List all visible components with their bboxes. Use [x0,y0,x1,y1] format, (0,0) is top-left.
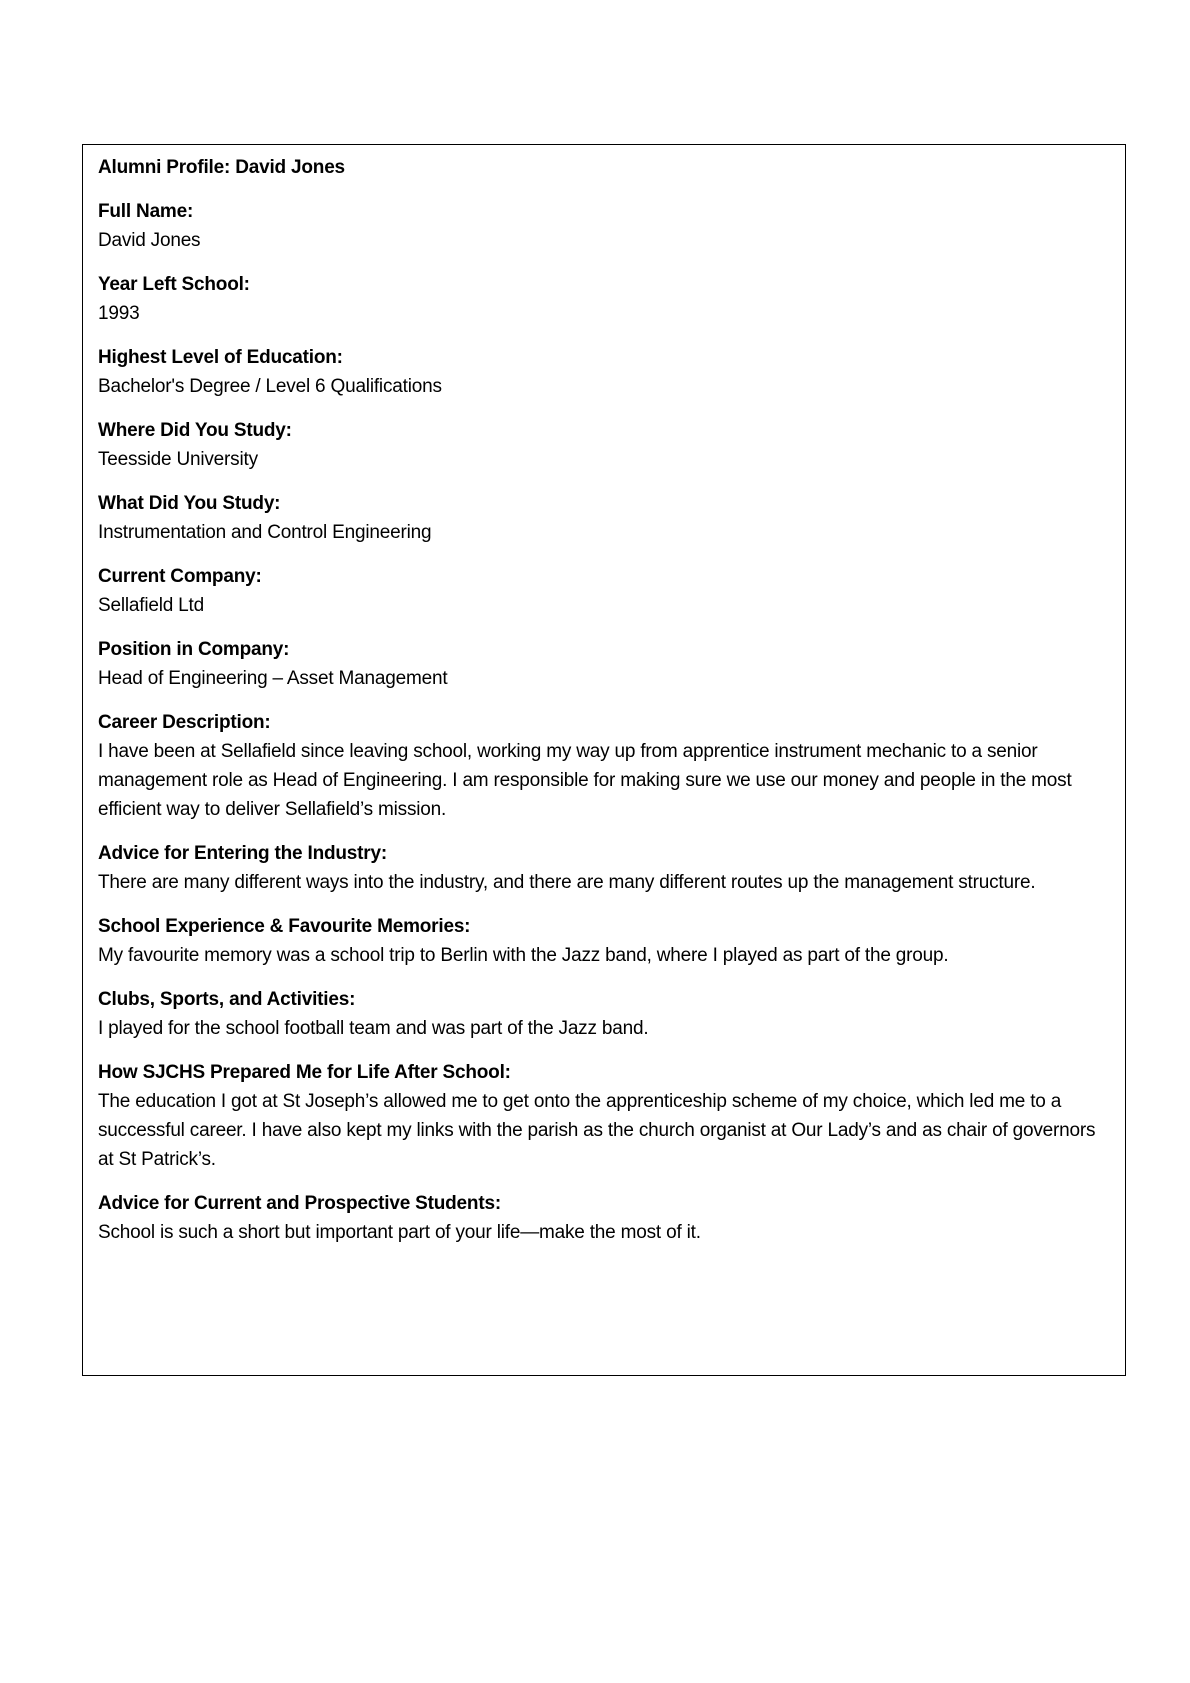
field-label: What Did You Study: [98,493,281,514]
field-value: Bachelor's Degree / Level 6 Qualifications [98,376,442,397]
alumni-profile-box [82,144,1126,1376]
field-label: Where Did You Study: [98,420,292,441]
field-clubs-activities [98,985,1111,1043]
field-label: Clubs, Sports, and Activities: [98,989,356,1010]
field-industry-advice [98,839,1111,897]
field-label: Career Description: [98,712,271,733]
field-value: I played for the school football team and was part of the Jazz band. [98,1018,649,1039]
field-value: My favourite memory was a school trip to Berlin with the Jazz band, where I played as part of the group. [98,945,949,966]
field-current-company [98,562,1111,620]
field-label: Position in Company: [98,639,290,660]
field-value: The education I got at St Joseph’s allowed me to get onto the apprenticeship scheme of my choice, which led me to a successful career. I have also kept my links with the parish as the church organist at Our Lady’s and as chair of governors at St Patrick’s. [98,1091,1096,1170]
field-value: 1993 [98,303,140,324]
field-label: Year Left School: [98,274,250,295]
field-value: School is such a short but important part of your life—make the most of it. [98,1222,701,1243]
field-label: How SJCHS Prepared Me for Life After School: [98,1062,511,1083]
field-value: Teesside University [98,449,258,470]
field-label: Advice for Entering the Industry: [98,843,387,864]
field-label: Full Name: [98,201,194,222]
field-career-description [98,708,1111,824]
field-value: Instrumentation and Control Engineering [98,522,432,543]
field-label: Highest Level of Education: [98,347,343,368]
field-full-name [98,197,1111,255]
field-highest-education [98,343,1111,401]
field-value: There are many different ways into the industry, and there are many different routes up the management structure. [98,872,1036,893]
field-position [98,635,1111,693]
field-where-studied [98,416,1111,474]
field-label: School Experience & Favourite Memories: [98,916,471,937]
field-value: Head of Engineering – Asset Management [98,668,448,689]
field-value: Sellafield Ltd [98,595,204,616]
field-year-left-school [98,270,1111,328]
field-label: Advice for Current and Prospective Students: [98,1193,501,1214]
field-value: I have been at Sellafield since leaving school, working my way up from apprentice instrument mechanic to a senior management role as Head of Engineering. I am responsible for making sure we use our money and people in the most efficient way to deliver Sellafield’s mission. [98,741,1072,820]
field-student-advice [98,1189,1111,1247]
field-label: Current Company: [98,566,262,587]
field-sjchs-preparation [98,1058,1111,1174]
field-what-studied [98,489,1111,547]
field-value: David Jones [98,230,201,251]
profile-title: Alumni Profile: David Jones [98,157,345,178]
field-school-memories [98,912,1111,970]
